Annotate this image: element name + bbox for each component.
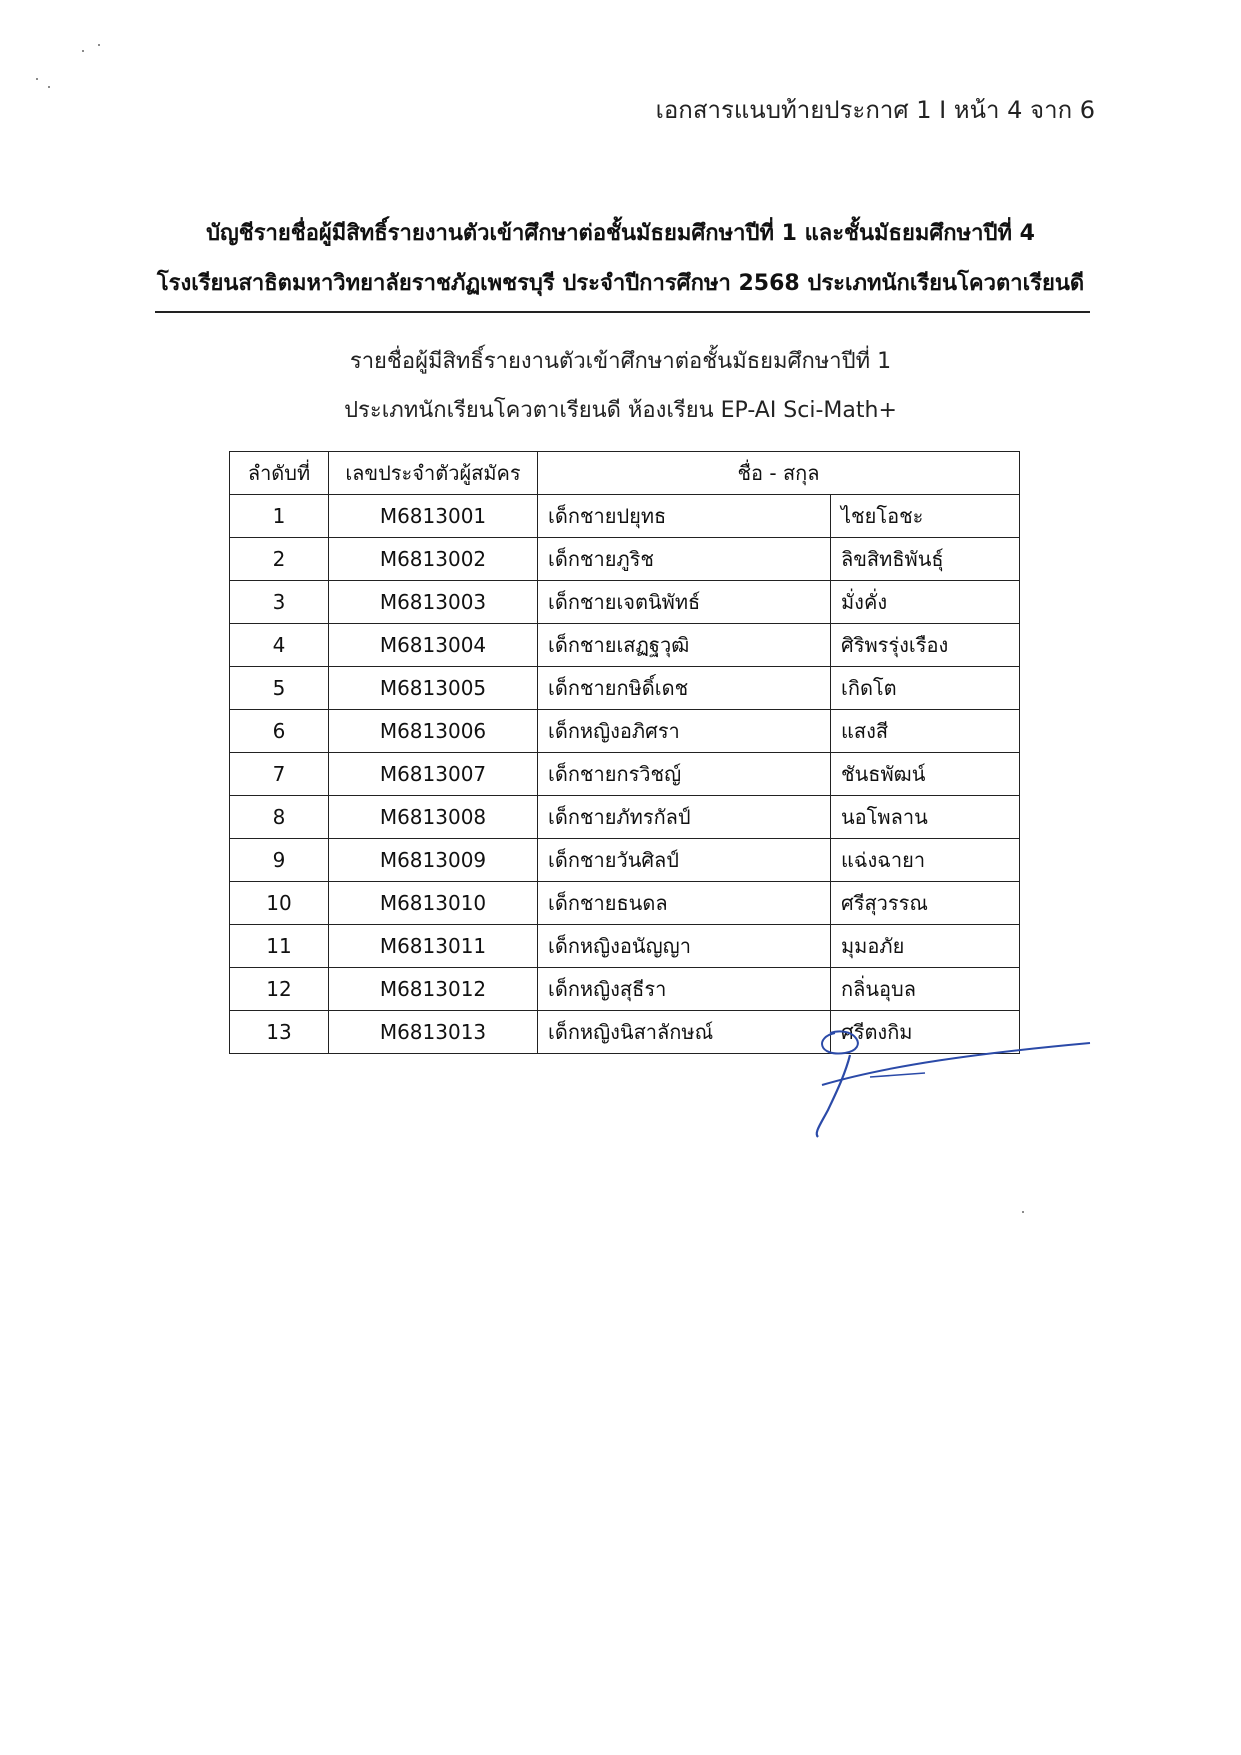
row-order: 12 <box>230 968 329 1011</box>
row-last-name: ศิริพรรุ่งเรือง <box>831 624 1020 667</box>
row-last-name: กลิ่นอุบล <box>831 968 1020 1011</box>
row-first-name: เด็กชายวันศิลป์ <box>538 839 831 882</box>
roster-table <box>229 451 1020 1054</box>
row-last-name: นอโพลาน <box>831 796 1020 839</box>
row-applicant-id: M6813008 <box>329 796 538 839</box>
table-row <box>230 581 1020 624</box>
table-row <box>230 839 1020 882</box>
title-divider <box>155 311 1090 313</box>
section-title-line-1: รายชื่อผู้มีสิทธิ์รายงานตัวเข้าศึกษาต่อชั้นมัธยมศึกษาปีที่ 1 <box>349 349 892 374</box>
roster-body <box>230 495 1020 1054</box>
row-applicant-id: M6813006 <box>329 710 538 753</box>
scan-speck <box>98 44 100 46</box>
row-last-name: ศรีตงกิม <box>831 1011 1020 1054</box>
row-applicant-id: M6813001 <box>329 495 538 538</box>
row-applicant-id: M6813004 <box>329 624 538 667</box>
table-row <box>230 538 1020 581</box>
table-row <box>230 753 1020 796</box>
table-row <box>230 667 1020 710</box>
row-applicant-id: M6813007 <box>329 753 538 796</box>
row-last-name: ลิขสิทธิพันธุ์ <box>831 538 1020 581</box>
header-order: ลำดับที่ <box>230 452 329 495</box>
table-header-row <box>230 452 1020 495</box>
row-applicant-id: M6813013 <box>329 1011 538 1054</box>
row-applicant-id: M6813002 <box>329 538 538 581</box>
section-title-line-2: ประเภทนักเรียนโควตาเรียนดี ห้องเรียน EP-AI Sci-Math+ <box>344 398 897 423</box>
table-row <box>230 710 1020 753</box>
row-applicant-id: M6813010 <box>329 882 538 925</box>
row-last-name: มุมอภัย <box>831 925 1020 968</box>
table-row <box>230 624 1020 667</box>
header-applicant-id: เลขประจำตัวผู้สมัคร <box>329 452 538 495</box>
scan-speck <box>48 86 50 88</box>
scan-speck <box>36 78 38 80</box>
row-applicant-id: M6813005 <box>329 667 538 710</box>
row-first-name: เด็กหญิงอภิศรา <box>538 710 831 753</box>
row-first-name: เด็กหญิงนิสาลักษณ์ <box>538 1011 831 1054</box>
table-row <box>230 968 1020 1011</box>
row-last-name: แฉ่งฉายา <box>831 839 1020 882</box>
row-order: 13 <box>230 1011 329 1054</box>
row-order: 7 <box>230 753 329 796</box>
row-last-name: ไชยโอชะ <box>831 495 1020 538</box>
row-order: 4 <box>230 624 329 667</box>
row-first-name: เด็กชายภัทรกัลป์ <box>538 796 831 839</box>
row-order: 11 <box>230 925 329 968</box>
row-last-name: แสงสี <box>831 710 1020 753</box>
row-first-name: เด็กชายภูริช <box>538 538 831 581</box>
row-first-name: เด็กหญิงสุธีรา <box>538 968 831 1011</box>
row-first-name: เด็กชายกษิดิ์เดช <box>538 667 831 710</box>
row-applicant-id: M6813011 <box>329 925 538 968</box>
row-first-name: เด็กชายเจตนิพัทธ์ <box>538 581 831 624</box>
scan-speck <box>1022 1211 1024 1213</box>
row-order: 5 <box>230 667 329 710</box>
row-order: 2 <box>230 538 329 581</box>
signature-mark <box>810 1015 1100 1145</box>
row-order: 10 <box>230 882 329 925</box>
row-first-name: เด็กหญิงอนัญญา <box>538 925 831 968</box>
header-full-name: ชื่อ - สกุล <box>538 452 1020 495</box>
row-order: 9 <box>230 839 329 882</box>
row-first-name: เด็กชายปยุทธ <box>538 495 831 538</box>
table-row <box>230 882 1020 925</box>
row-order: 3 <box>230 581 329 624</box>
row-first-name: เด็กชายธนดล <box>538 882 831 925</box>
row-order: 1 <box>230 495 329 538</box>
row-order: 6 <box>230 710 329 753</box>
document-title-line-2: โรงเรียนสาธิตมหาวิทยาลัยราชภัฏเพชรบุรี ประจำปีการศึกษา 2568 ประเภทนักเรียนโควตาเรียนดี <box>156 271 1085 296</box>
table-row <box>230 925 1020 968</box>
row-last-name: ศรีสุวรรณ <box>831 882 1020 925</box>
row-applicant-id: M6813003 <box>329 581 538 624</box>
row-order: 8 <box>230 796 329 839</box>
row-applicant-id: M6813012 <box>329 968 538 1011</box>
document-title-line-1: บัญชีรายชื่อผู้มีสิทธิ์รายงานตัวเข้าศึกษาต่อชั้นมัธยมศึกษาปีที่ 1 และชั้นมัธยมศึกษาปีที่ 4 <box>206 221 1035 246</box>
table-row <box>230 495 1020 538</box>
table-row <box>230 796 1020 839</box>
page-reference: เอกสารแนบท้ายประกาศ 1 I หน้า 4 จาก 6 <box>655 96 1095 124</box>
row-applicant-id: M6813009 <box>329 839 538 882</box>
row-last-name: ชันธพัฒน์ <box>831 753 1020 796</box>
row-first-name: เด็กชายเสฏฐวุฒิ <box>538 624 831 667</box>
row-last-name: เกิดโต <box>831 667 1020 710</box>
row-first-name: เด็กชายกรวิชญ์ <box>538 753 831 796</box>
scan-speck <box>82 50 84 52</box>
row-last-name: มั่งคั่ง <box>831 581 1020 624</box>
